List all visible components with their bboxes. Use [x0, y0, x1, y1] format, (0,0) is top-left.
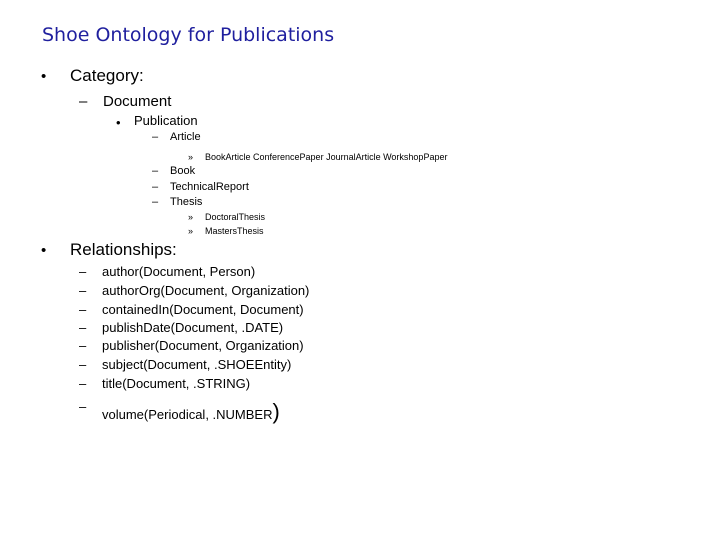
article-subtypes-chevron: » — [188, 152, 194, 162]
publication-bullet: • — [116, 115, 121, 130]
relationship-item: subject(Document, .SHOEEntity) — [102, 357, 292, 372]
article-subtypes: BookArticle ConferencePaper JournalArticle WorkshopPaper — [205, 152, 448, 162]
book-dash: – — [152, 165, 159, 177]
category-heading: Category: — [70, 66, 144, 85]
technical-report-dash: – — [152, 181, 159, 193]
thesis-label: Thesis — [170, 196, 203, 208]
article-dash: – — [152, 131, 159, 143]
relationship-dash: – — [79, 302, 87, 317]
technical-report-label: TechnicalReport — [170, 181, 249, 193]
thesis-dash: – — [152, 196, 159, 208]
masters-thesis-label: MastersThesis — [205, 226, 264, 236]
relationship-item: publisher(Document, Organization) — [102, 338, 304, 353]
relationship-dash: – — [79, 399, 87, 414]
relationship-dash: – — [79, 376, 87, 391]
slide-title: Shoe Ontology for Publications — [42, 24, 335, 46]
document-label: Document — [103, 93, 172, 110]
book-label: Book — [170, 165, 196, 177]
relationship-item: authorOrg(Document, Organization) — [102, 283, 310, 298]
relationship-dash: – — [79, 283, 87, 298]
relationship-item-text: volume(Periodical, .NUMBER — [102, 407, 273, 422]
relationship-dash: – — [79, 264, 87, 279]
relationship-close-paren: ) — [272, 399, 280, 424]
doctoral-thesis-chevron: » — [188, 212, 194, 222]
article-label: Article — [170, 131, 201, 143]
relationship-item: containedIn(Document, Document) — [102, 302, 304, 317]
relationship-item: title(Document, .STRING) — [102, 376, 251, 391]
document-dash: – — [79, 93, 88, 110]
masters-thesis-chevron: » — [188, 226, 194, 236]
relationship-dash: – — [79, 338, 87, 353]
publication-label: Publication — [134, 113, 198, 128]
relationship-item: publishDate(Document, .DATE) — [102, 320, 284, 335]
relationship-dash: – — [79, 357, 87, 372]
relationships-heading: Relationships: — [70, 240, 177, 259]
category-bullet: • — [41, 68, 47, 85]
relationship-item: author(Document, Person) — [102, 264, 256, 279]
relationships-bullet: • — [41, 242, 47, 259]
relationship-dash: – — [79, 320, 87, 335]
relationship-item-last — [102, 399, 280, 425]
doctoral-thesis-label: DoctoralThesis — [205, 212, 266, 222]
